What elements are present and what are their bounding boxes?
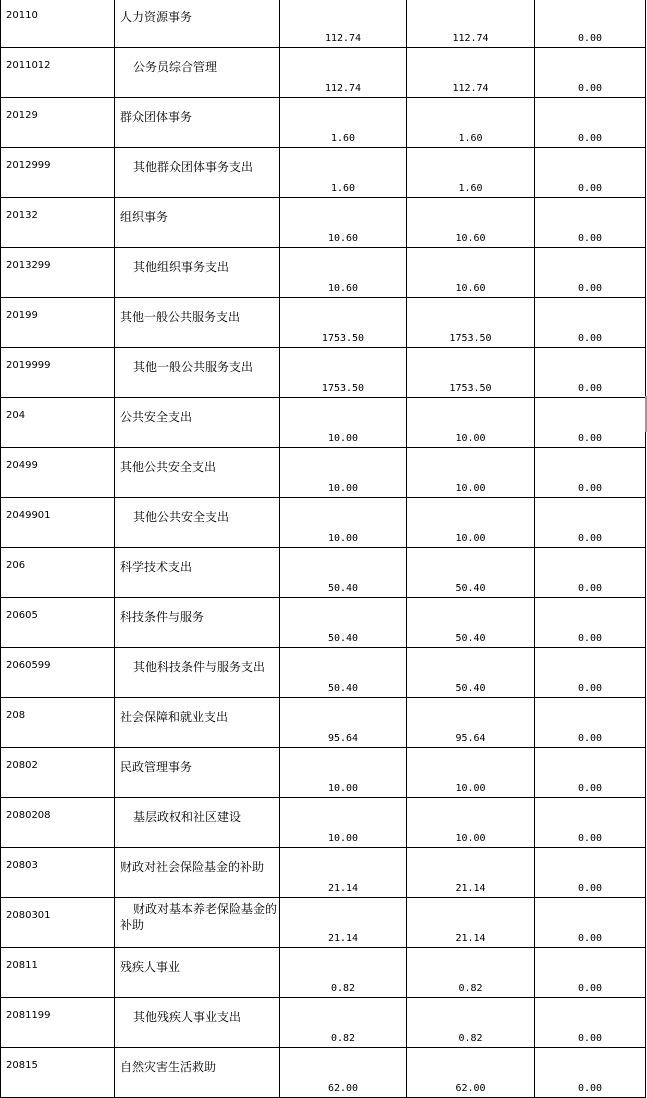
total-amount-cell: 0.82 [280,998,407,1048]
table-row [1,298,646,348]
table-row [1,998,646,1048]
table-row [1,148,646,198]
table-row [1,648,646,698]
project-expenditure-cell: 0.00 [535,398,646,448]
subject-name-cell: 其他公共安全支出 [115,498,280,548]
total-amount-cell: 10.00 [280,748,407,798]
table-body [1,0,646,1098]
total-amount-cell: 1753.50 [280,348,407,398]
total-amount-cell: 10.00 [280,798,407,848]
project-expenditure-cell: 0.00 [535,898,646,948]
subject-name-cell: 公共安全支出 [115,398,280,448]
total-amount-cell: 50.40 [280,648,407,698]
subject-code-cell: 20110 [1,0,115,48]
basic-expenditure-cell: 10.60 [407,198,535,248]
total-amount-cell: 10.00 [280,448,407,498]
project-expenditure-cell: 0.00 [535,348,646,398]
project-expenditure-cell: 0.00 [535,48,646,98]
table-row [1,698,646,748]
total-amount-cell: 10.60 [280,248,407,298]
subject-name-cell: 其他一般公共服务支出 [115,348,280,398]
subject-code-cell: 20802 [1,748,115,798]
subject-code-cell: 20803 [1,848,115,898]
subject-name-cell: 其他群众团体事务支出 [115,148,280,198]
table-row [1,348,646,398]
subject-name-cell: 财政对社会保险基金的补助 [115,848,280,898]
basic-expenditure-cell: 1.60 [407,148,535,198]
table-row [1,848,646,898]
basic-expenditure-cell: 95.64 [407,698,535,748]
total-amount-cell: 10.00 [280,498,407,548]
subject-code-cell: 2080208 [1,798,115,848]
subject-code-cell: 206 [1,548,115,598]
table-row [1,398,646,448]
basic-expenditure-cell: 1753.50 [407,348,535,398]
project-expenditure-cell: 0.00 [535,498,646,548]
subject-code-cell: 2011012 [1,48,115,98]
subject-code-cell: 208 [1,698,115,748]
basic-expenditure-cell: 10.00 [407,748,535,798]
total-amount-cell: 50.40 [280,548,407,598]
table-row [1,598,646,648]
project-expenditure-cell: 0.00 [535,798,646,848]
project-expenditure-cell: 0.00 [535,948,646,998]
subject-name-cell: 其他残疾人事业支出 [115,998,280,1048]
subject-name-cell: 其他科技条件与服务支出 [115,648,280,698]
basic-expenditure-cell: 112.74 [407,0,535,48]
subject-code-cell: 20815 [1,1048,115,1098]
basic-expenditure-cell: 50.40 [407,548,535,598]
subject-code-cell: 20499 [1,448,115,498]
table-row [1,498,646,548]
table-row [1,198,646,248]
subject-name-cell: 群众团体事务 [115,98,280,148]
project-expenditure-cell: 0.00 [535,848,646,898]
total-amount-cell: 21.14 [280,848,407,898]
total-amount-cell: 0.82 [280,948,407,998]
project-expenditure-cell: 0.00 [535,698,646,748]
subject-name-cell: 基层政权和社区建设 [115,798,280,848]
subject-name-cell: 科学技术支出 [115,548,280,598]
subject-code-cell: 2019999 [1,348,115,398]
basic-expenditure-cell: 62.00 [407,1048,535,1098]
total-amount-cell: 1.60 [280,148,407,198]
basic-expenditure-cell: 21.14 [407,898,535,948]
table-row [1,748,646,798]
subject-code-cell: 204 [1,398,115,448]
project-expenditure-cell: 0.00 [535,1048,646,1098]
basic-expenditure-cell: 50.40 [407,598,535,648]
table-row [1,948,646,998]
subject-name-cell: 公务员综合管理 [115,48,280,98]
subject-name-cell: 社会保障和就业支出 [115,698,280,748]
project-expenditure-cell: 0.00 [535,998,646,1048]
basic-expenditure-cell: 1753.50 [407,298,535,348]
subject-code-cell: 2013299 [1,248,115,298]
basic-expenditure-cell: 21.14 [407,848,535,898]
subject-name-cell: 人力资源事务 [115,0,280,48]
total-amount-cell: 1.60 [280,98,407,148]
total-amount-cell: 1753.50 [280,298,407,348]
project-expenditure-cell: 0.00 [535,98,646,148]
total-amount-cell: 21.14 [280,898,407,948]
table-row [1,898,646,948]
subject-code-cell: 2012999 [1,148,115,198]
subject-name-cell: 组织事务 [115,198,280,248]
subject-name-cell: 民政管理事务 [115,748,280,798]
subject-name-cell: 科技条件与服务 [115,598,280,648]
subject-name-cell: 其他公共安全支出 [115,448,280,498]
table-row [1,798,646,848]
basic-expenditure-cell: 10.00 [407,398,535,448]
total-amount-cell: 112.74 [280,0,407,48]
project-expenditure-cell: 0.00 [535,0,646,48]
subject-code-cell: 2080301 [1,898,115,948]
total-amount-cell: 62.00 [280,1048,407,1098]
total-amount-cell: 112.74 [280,48,407,98]
basic-expenditure-cell: 1.60 [407,98,535,148]
total-amount-cell: 50.40 [280,598,407,648]
basic-expenditure-cell: 10.00 [407,448,535,498]
table-row [1,48,646,98]
subject-code-cell: 20132 [1,198,115,248]
project-expenditure-cell: 0.00 [535,198,646,248]
table-row [1,548,646,598]
basic-expenditure-cell: 10.60 [407,248,535,298]
project-expenditure-cell: 0.00 [535,448,646,498]
basic-expenditure-cell: 10.00 [407,498,535,548]
basic-expenditure-cell: 10.00 [407,798,535,848]
subject-name-cell: 自然灾害生活救助 [115,1048,280,1098]
table-row [1,448,646,498]
project-expenditure-cell: 0.00 [535,748,646,798]
project-expenditure-cell: 0.00 [535,598,646,648]
basic-expenditure-cell: 112.74 [407,48,535,98]
subject-name-cell: 其他组织事务支出 [115,248,280,298]
subject-code-cell: 20129 [1,98,115,148]
total-amount-cell: 10.60 [280,198,407,248]
subject-name-cell: 其他一般公共服务支出 [115,298,280,348]
table-row [1,0,646,48]
subject-code-cell: 20811 [1,948,115,998]
table-row [1,248,646,298]
subject-code-cell: 20199 [1,298,115,348]
subject-code-cell: 20605 [1,598,115,648]
project-expenditure-cell: 0.00 [535,648,646,698]
total-amount-cell: 10.00 [280,398,407,448]
subject-code-cell: 2049901 [1,498,115,548]
project-expenditure-cell: 0.00 [535,148,646,198]
subject-name-cell: 残疾人事业 [115,948,280,998]
total-amount-cell: 95.64 [280,698,407,748]
subject-code-cell: 2081199 [1,998,115,1048]
basic-expenditure-cell: 0.82 [407,998,535,1048]
project-expenditure-cell: 0.00 [535,548,646,598]
subject-code-cell: 2060599 [1,648,115,698]
basic-expenditure-cell: 50.40 [407,648,535,698]
basic-expenditure-cell: 0.82 [407,948,535,998]
table-row [1,98,646,148]
project-expenditure-cell: 0.00 [535,248,646,298]
subject-name-cell: 财政对基本养老保险基金的补助 [115,898,280,948]
table-row [1,1048,646,1098]
project-expenditure-cell: 0.00 [535,298,646,348]
